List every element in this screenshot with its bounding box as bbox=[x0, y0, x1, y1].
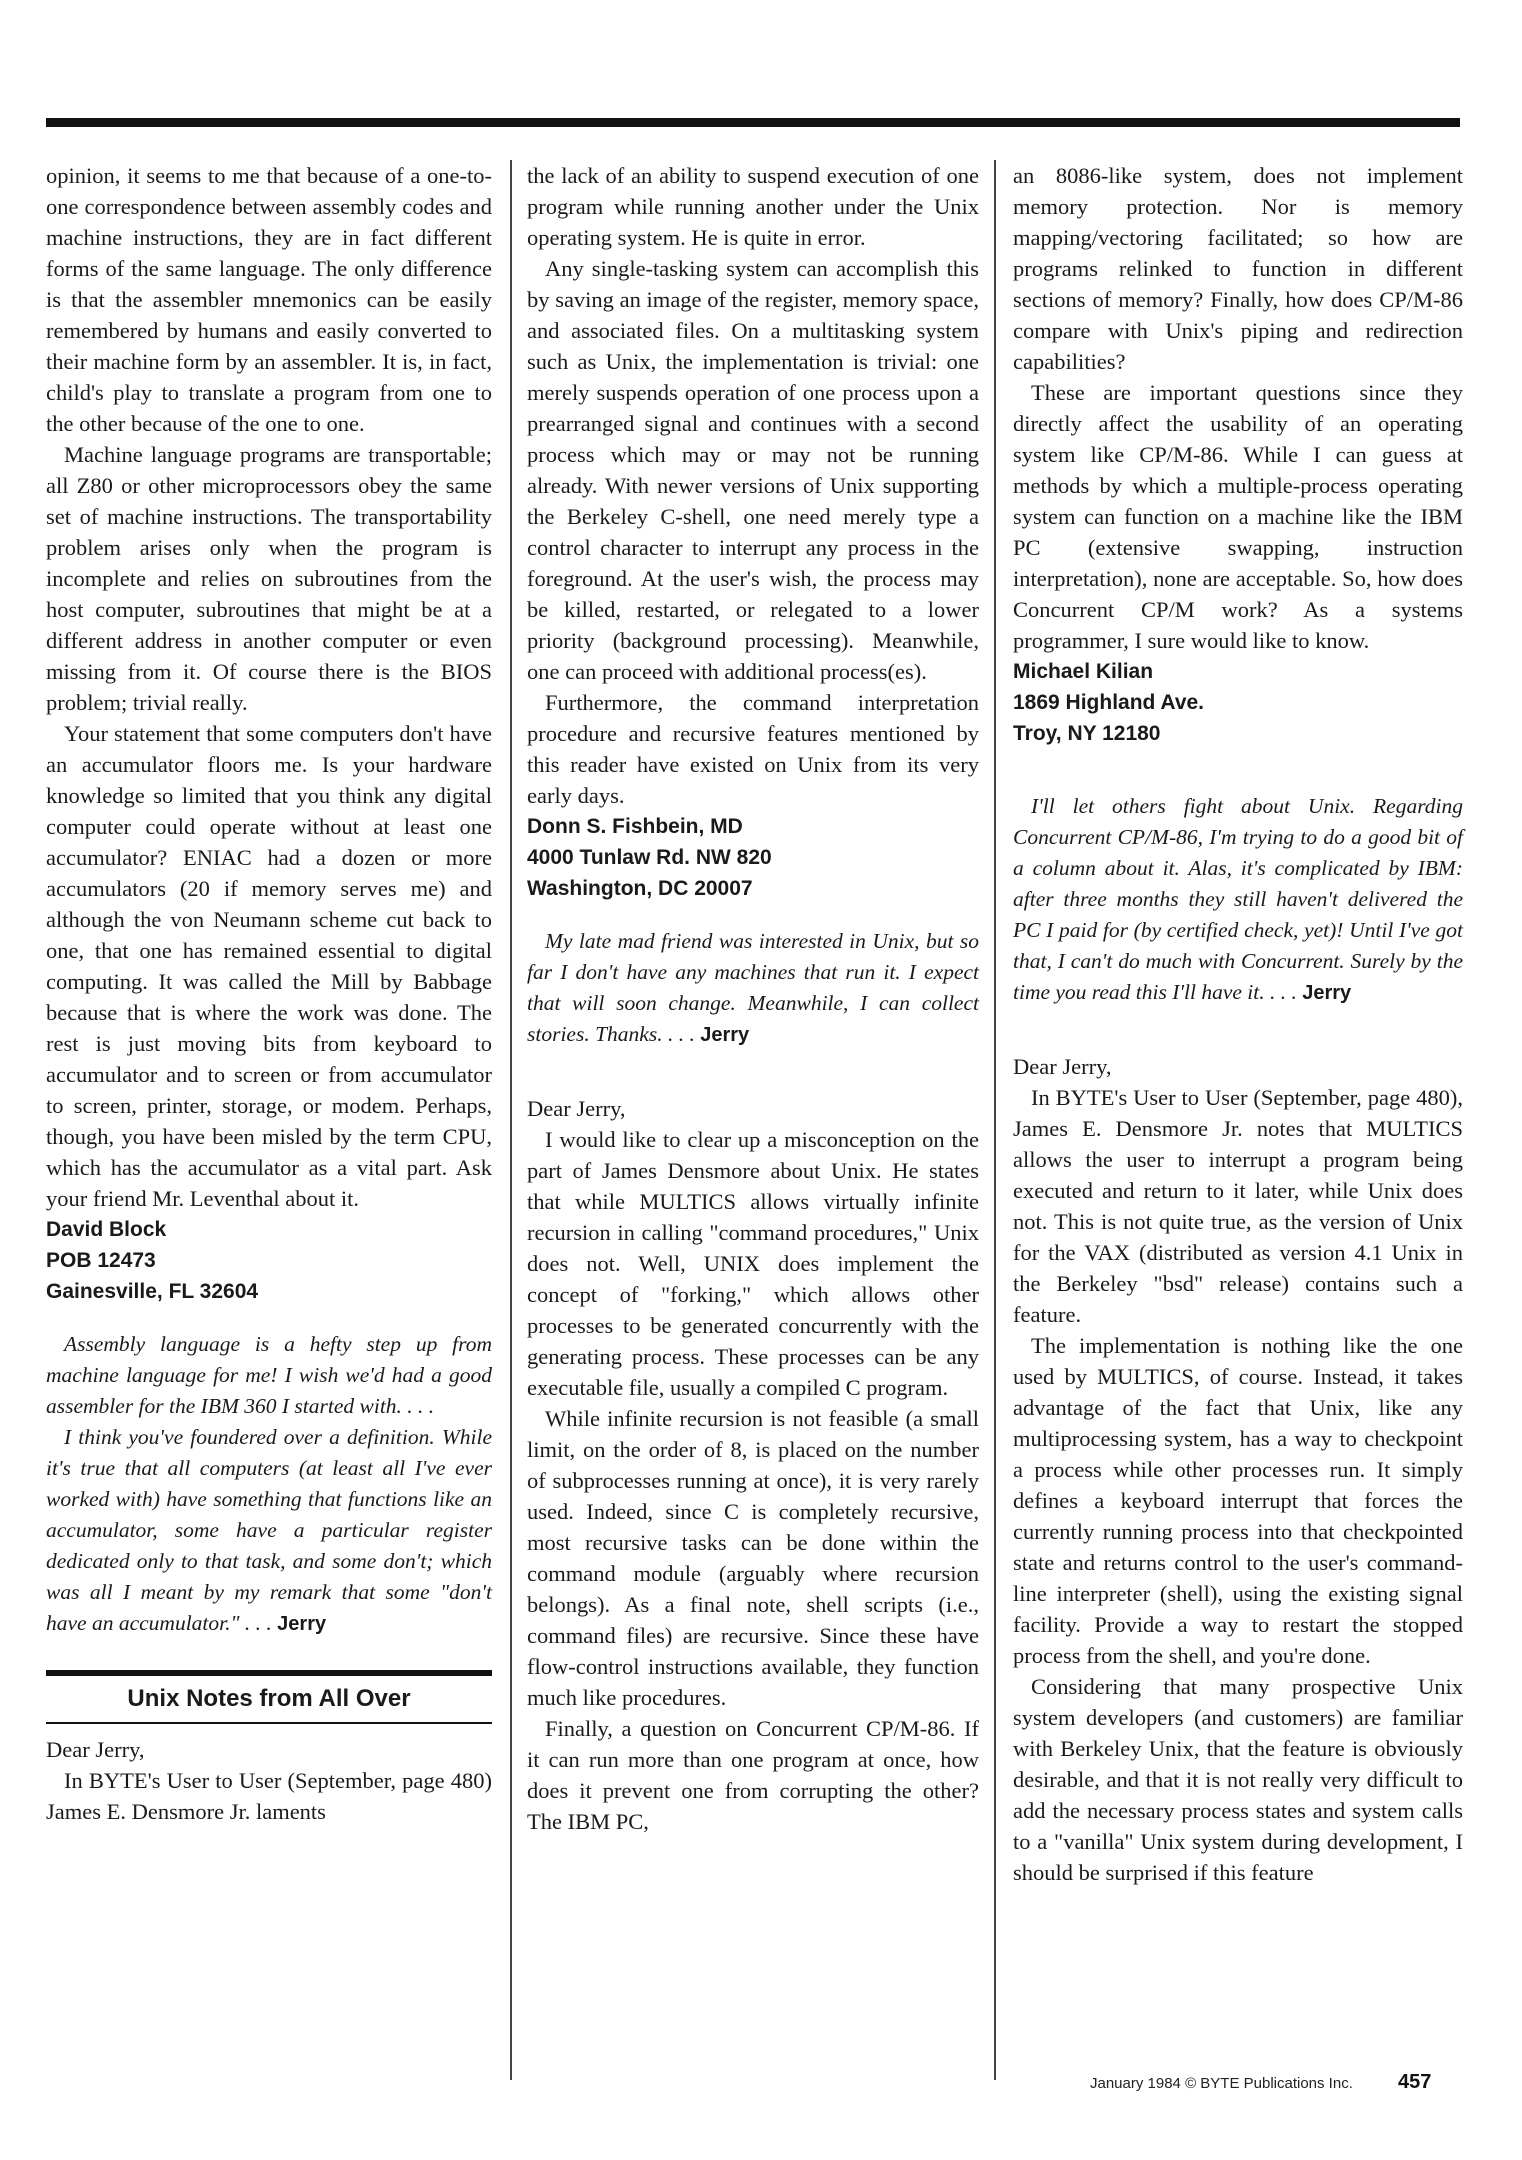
top-rule bbox=[46, 118, 1460, 127]
editor-reply bbox=[46, 1329, 492, 1422]
signature-address: 4000 Tunlaw Rd. NW 820 bbox=[527, 846, 772, 869]
body-paragraph: Machine language programs are transportable; all Z80 or other microprocessors obey the same set of machine instructions. The transportability problem arises only when the program is incomplete and relies on subroutines from the host computer, subroutines that might be at a different address in another computer or even missing from it. Of course there is the BIOS problem; trivial really. bbox=[46, 442, 492, 715]
letter-greeting: Dear Jerry, bbox=[46, 1737, 145, 1762]
body-paragraph: In BYTE's User to User (September, page 480) James E. Densmore Jr. laments bbox=[46, 1768, 492, 1824]
body-paragraph: the lack of an ability to suspend execution of one program while running another under the Unix operating system. He is quite in error. bbox=[527, 163, 979, 250]
editor-signoff: Jerry bbox=[1302, 982, 1352, 1004]
signature-city: Washington, DC 20007 bbox=[527, 877, 753, 900]
body-paragraph: Considering that many prospective Unix system developers (and customers) are familiar with Berkeley Unix, that the feature is obviously desirable, and that it is not really very difficult to add the necessary process states and system calls to a "vanilla" Unix system during development, I should be surprised if this feature bbox=[1013, 1674, 1463, 1885]
signature-address: POB 12473 bbox=[46, 1249, 156, 1272]
body-paragraph: Your statement that some computers don't have an accumulator floors me. Is your hardware knowledge so limited that you think any digital computer could operate without at least one accumulator? ENIAC had a dozen or more accumulators (20 if memory serves me) and although the von Neumann scheme cut back to one, that one has remained essential to digital computing. It was called the Mill by Babbage because that is where the work was done. The rest is just moving bits from keyboard to accumulator and to screen or from accumulator to screen, printer, storage, or modem. Perhaps, though, you have been misled by the term CPU, which has the accumulator as a vital part. Ask your friend Mr. Leventhal about it. bbox=[46, 721, 492, 1211]
body-paragraph: In BYTE's User to User (September, page 480), James E. Densmore Jr. notes that MULTICS allows the user to interrupt a program being executed and return to it later, while Unix does not. This is not quite true, as the version of Unix for the VAX (distributed as version 4.1 Unix in the Berkeley "bsd" release) contains such a feature. bbox=[1013, 1085, 1463, 1327]
editor-reply-text: Assembly language is a hefty step up from machine language for me! I wish we'd had a good assembler for the IBM 360 I started with. . . . bbox=[46, 1332, 492, 1418]
column-1 bbox=[46, 160, 492, 1827]
signature-name: Donn S. Fishbein, MD bbox=[527, 815, 743, 838]
editor-signoff: Jerry bbox=[277, 1613, 327, 1635]
body-paragraph: I would like to clear up a misconception on the part of James Densmore about Unix. He states that while MULTICS allows virtually infinite recursion in calling "command procedures," Unix does not. Well, UNIX does implement the concept of "forking," which allows other processes to be generated concurrently with the generating process. These processes can be any executable file, usually a compiled C program. bbox=[527, 1127, 979, 1400]
body-paragraph: Finally, a question on Concurrent CP/M-86. If it can run more than one program at once, how does it prevent one from corrupting the other? The IBM PC, bbox=[527, 1716, 979, 1834]
signature-city: Gainesville, FL 32604 bbox=[46, 1280, 259, 1303]
editor-signoff: Jerry bbox=[700, 1024, 750, 1046]
signature-name: David Block bbox=[46, 1218, 167, 1241]
letter-greeting: Dear Jerry, bbox=[1013, 1054, 1112, 1079]
signature-address: 1869 Highland Ave. bbox=[1013, 691, 1205, 714]
signature-block bbox=[1013, 656, 1463, 749]
signature-block bbox=[527, 811, 979, 904]
editor-reply-text: I'll let others fight about Unix. Regarding Concurrent CP/M-86, I'm trying to do a good bit of a column about it. Alas, it's complicated by IBM: after three months they still haven't delivered the PC I paid for (by certified check, yet)! Until I've got that, I can't do much with Concurrent. Surely by the time you read this I'll have it. . . . bbox=[1013, 794, 1463, 1004]
body-paragraph: These are important questions since they directly affect the usability of an operating system like CP/M-86. While I can guess at methods by which a multiple-process operating system can function on a machine like the IBM PC (extensive swapping, instruction interpretation), none are acceptable. So, how does Concurrent CP/M work? As a systems programmer, I sure would like to know. bbox=[1013, 380, 1463, 653]
page-number: 457 bbox=[1398, 2071, 1432, 2093]
editor-reply bbox=[527, 926, 979, 1051]
body-paragraph: While infinite recursion is not feasible (a small limit, on the order of 8, is placed on the number of subprocesses running at once), it is very rarely used. Indeed, since C is completely recursive, most recursive tasks can be done within the command module (arguably where recursion belongs). As a final note, shell scripts (i.e., command files) are recursive. Since these have flow-control instructions available, they function much like procedures. bbox=[527, 1406, 979, 1710]
editor-reply bbox=[1013, 791, 1463, 1009]
column-divider bbox=[510, 160, 512, 2080]
editor-reply-text: I think you've foundered over a definition. While it's true that all computers (at least all I've ever worked with) have something that functions like an accumulator, some have a particular register dedicated only to that task, and some don't; which was all I meant by my remark that some "don't have an accumulator." . . . bbox=[46, 1425, 492, 1635]
footer-credit: January 1984 © BYTE Publications Inc. bbox=[1090, 2075, 1353, 2092]
editor-reply-text: My late mad friend was interested in Unix, but so far I don't have any machines that run it. I expect that will soon change. Meanwhile, I can collect stories. Thanks. . . . bbox=[527, 929, 979, 1046]
letter-greeting: Dear Jerry, bbox=[527, 1096, 626, 1121]
body-paragraph: Any single-tasking system can accomplish this by saving an image of the register, memory space, and associated files. On a multitasking system such as Unix, the implementation is trivial: one merely suspends operation of one process upon a prearranged signal and continues with a second process which may or may not be running already. With newer versions of Unix supporting the Berkeley C-shell, one need merely type a control character to interrupt any process in the foreground. At the user's wish, the process may be killed, restarted, or relegated to a lower priority (background processing). Meanwhile, one can proceed with additional process(es). bbox=[527, 256, 979, 684]
body-paragraph: Furthermore, the command interpretation procedure and recursive features mentioned by this reader have existed on Unix from its very early days. bbox=[527, 690, 979, 808]
body-paragraph: The implementation is nothing like the one used by MULTICS, of course. Instead, it takes advantage of the fact that Unix, like any multiprocessing system, has a way to checkpoint a process while other processes run. It simply defines a keyboard interrupt that forces the currently running process into that checkpointed state and returns control to the user's command-line interpreter (shell), using the existing signal facility. Provide a way to restart the stopped process from the shell, and you're done. bbox=[1013, 1333, 1463, 1668]
signature-block bbox=[46, 1214, 492, 1307]
body-paragraph: opinion, it seems to me that because of a one-to-one correspondence between assembly codes and machine instructions, they are in fact different forms of the same language. The only difference is that the assembler mnemonics can be easily remembered by humans and easily converted to their machine form by an assembler. It is, in fact, child's play to translate a program from one to the other because of the one to one. bbox=[46, 163, 492, 436]
column-divider bbox=[994, 160, 996, 2080]
signature-name: Michael Kilian bbox=[1013, 660, 1154, 683]
body-paragraph: an 8086-like system, does not implement memory protection. Nor is memory mapping/vectoring facilitated; so how are programs relinked to function in different sections of memory? Finally, how does CP/M-86 compare with Unix's piping and redirection capabilities? bbox=[1013, 163, 1463, 374]
section-heading: Unix Notes from All Over bbox=[46, 1670, 492, 1724]
editor-reply bbox=[46, 1422, 492, 1640]
column-3 bbox=[1013, 160, 1463, 1888]
signature-city: Troy, NY 12180 bbox=[1013, 722, 1161, 745]
column-2 bbox=[527, 160, 979, 1837]
